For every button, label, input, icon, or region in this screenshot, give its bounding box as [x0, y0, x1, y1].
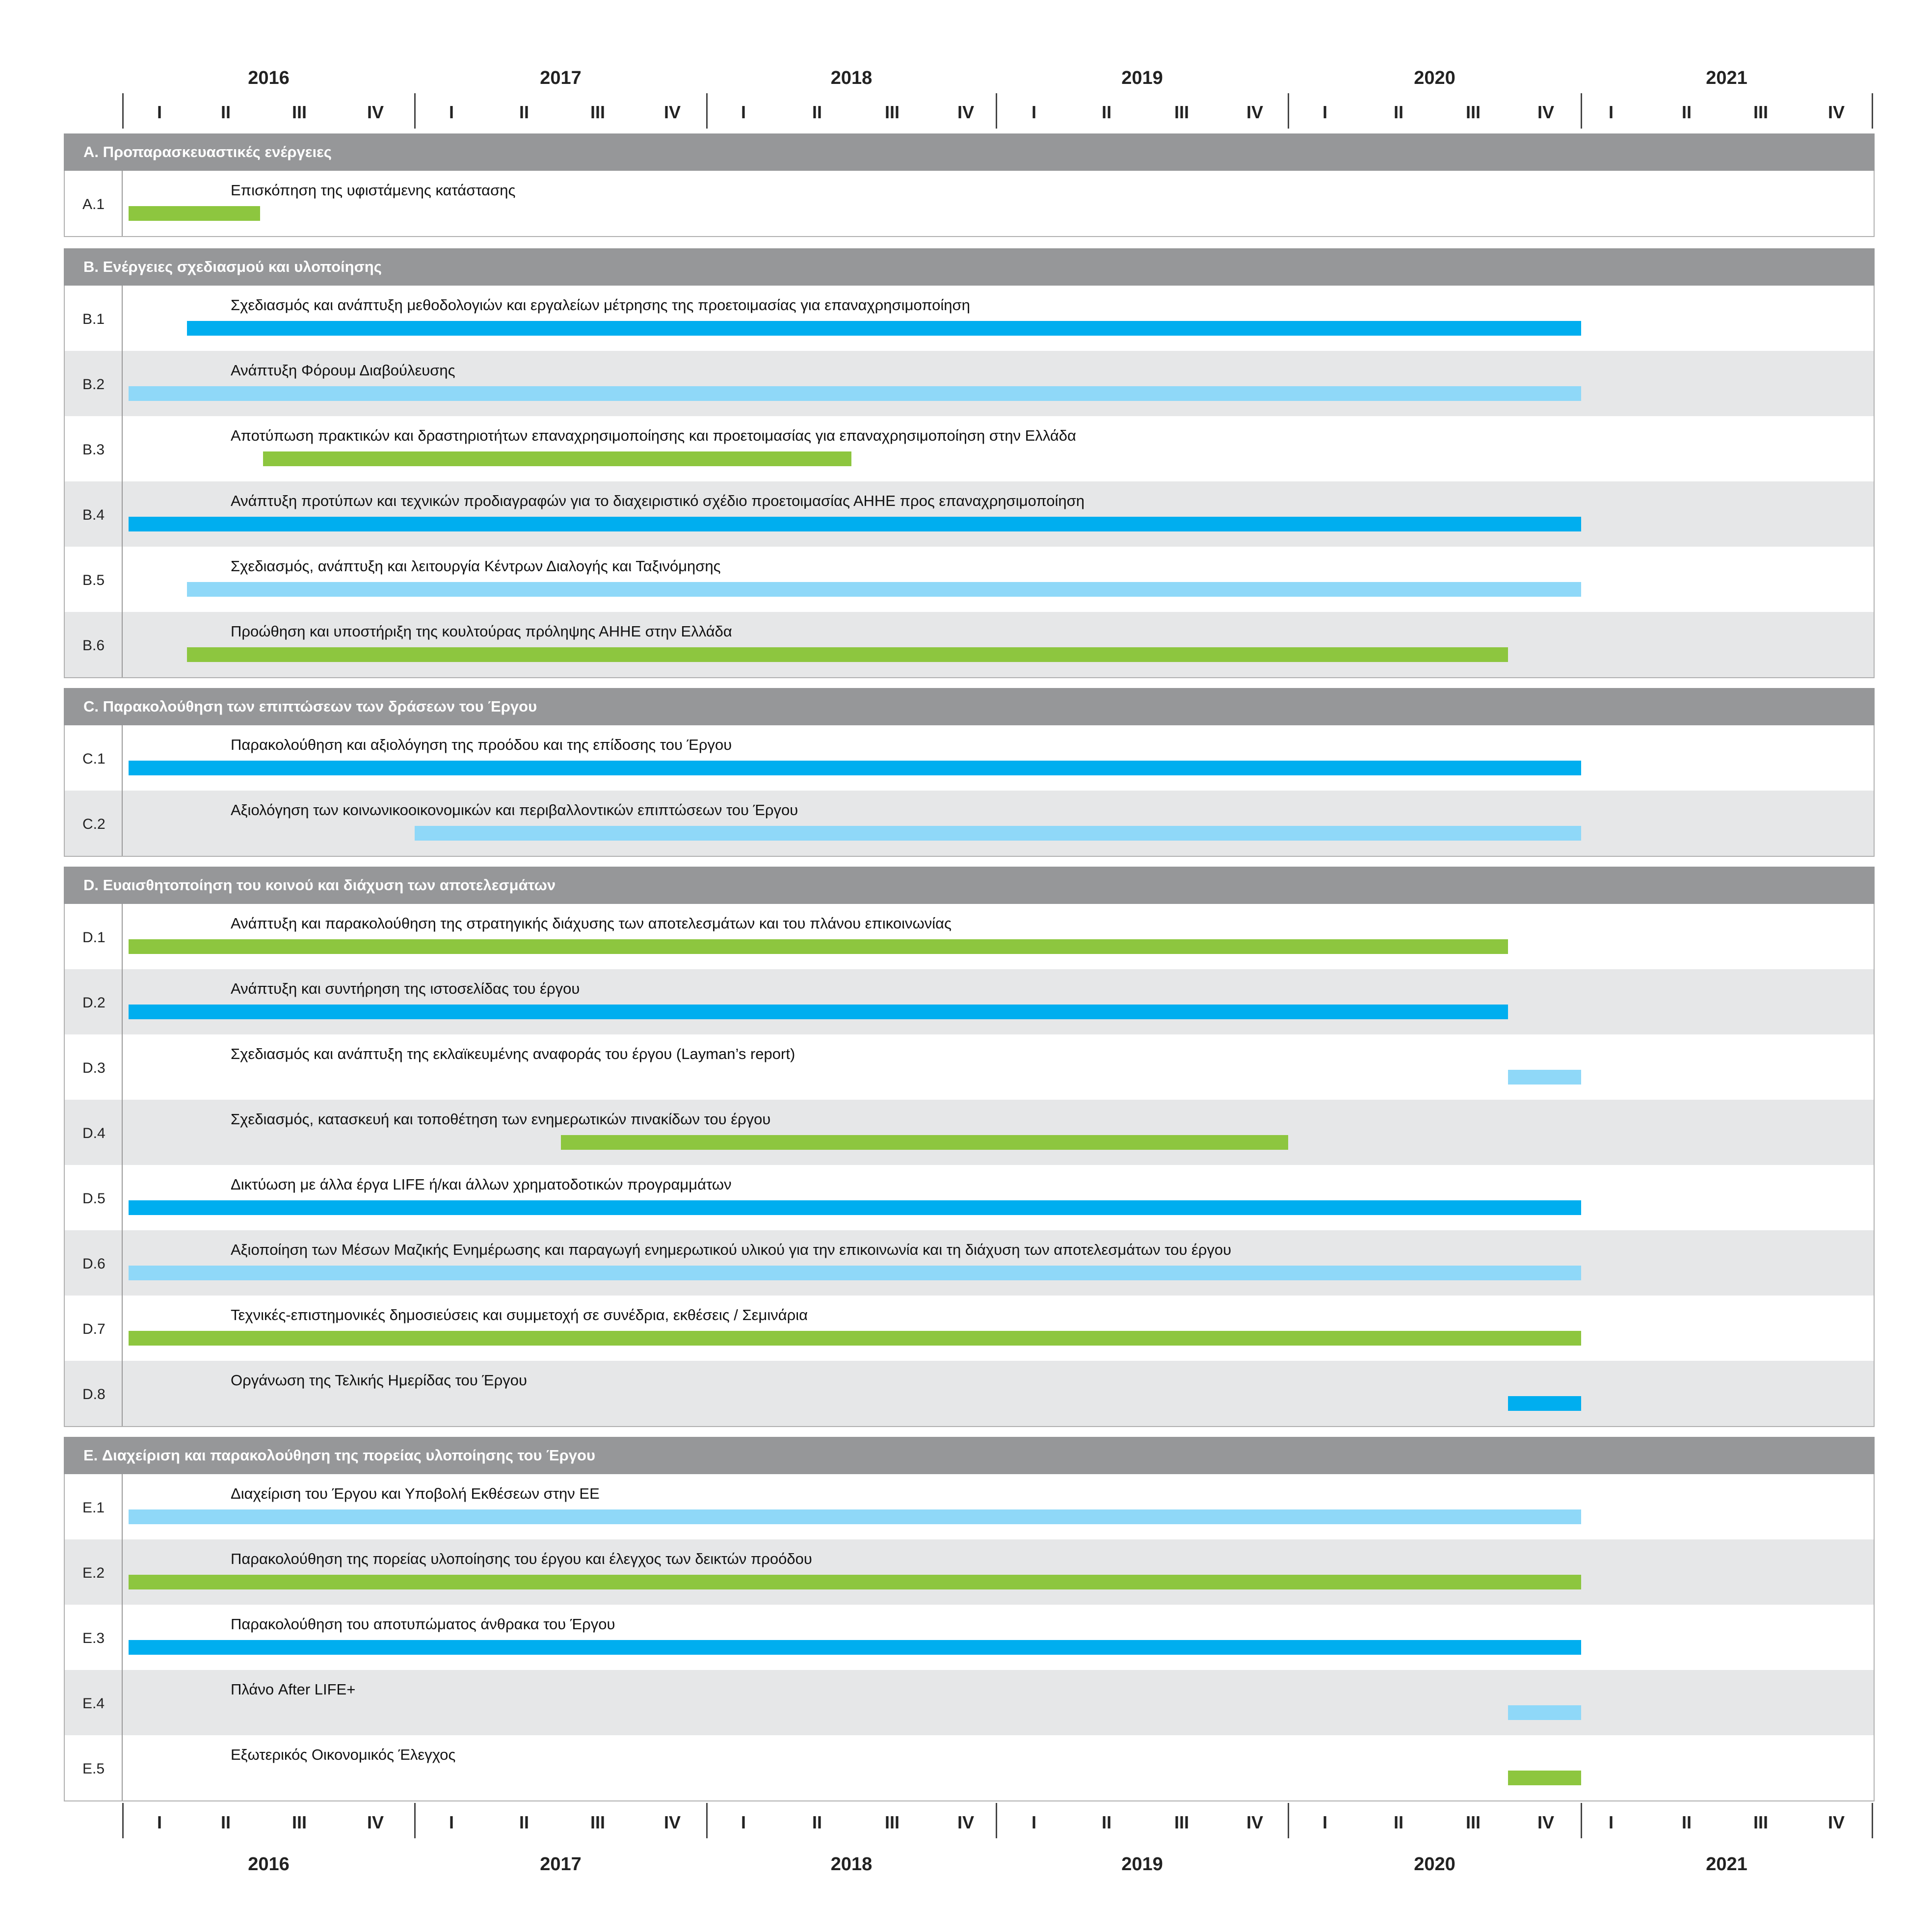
- bottom-axis-quarter-label: III: [884, 1812, 900, 1832]
- bottom-axis-quarter-label: I: [449, 1812, 454, 1832]
- task-bar: [129, 1575, 1581, 1589]
- task-row: [65, 1230, 1874, 1296]
- task-row: [65, 791, 1874, 856]
- task-row: [65, 1361, 1874, 1426]
- task-row: [65, 547, 1874, 612]
- top-axis-quarter-label: IV: [663, 102, 681, 122]
- top-axis-quarter-label: III: [884, 102, 900, 122]
- top-axis-year-label: 2016: [248, 68, 290, 88]
- top-axis-quarter-label: I: [1608, 102, 1614, 122]
- task-row: [65, 1034, 1874, 1100]
- task-bar: [187, 321, 1581, 336]
- section-header: B. Ενέργειες σχεδιασμού και υλοποίησης: [64, 248, 1875, 286]
- task-bar: [129, 1266, 1581, 1280]
- top-axis-year-label: 2019: [1121, 68, 1163, 88]
- bottom-axis-year-divider: [706, 1803, 708, 1838]
- top-axis-quarter-label: IV: [957, 102, 974, 122]
- task-id: D.3: [82, 1060, 106, 1076]
- top-axis-quarter-label: IV: [367, 102, 384, 122]
- task-label: Οργάνωση της Τελικής Ημερίδας του Έργου: [231, 1372, 527, 1389]
- task-label: Ανάπτυξη Φόρουμ Διαβούλευσης: [231, 362, 455, 379]
- top-axis-quarter-label: III: [1753, 102, 1768, 122]
- top-axis-quarter-label: IV: [1827, 102, 1845, 122]
- top-axis-year-label: 2018: [830, 68, 873, 88]
- section-header: A. Προπαρασκευαστικές ενέργειες: [64, 133, 1875, 171]
- task-label: Αξιοποίηση των Μέσων Μαζικής Ενημέρωσης και παραγωγή ενημερωτικού υλικού για την επικοινωνία και τη διάχυση των αποτελεσμάτων του έργου: [231, 1241, 1232, 1258]
- task-id: B.3: [82, 442, 105, 458]
- task-id: D.4: [82, 1125, 106, 1141]
- task-label: Ανάπτυξη προτύπων και τεχνικών προδιαγραφών για το διαχειριστικό σχέδιο προετοιμασίας ΑΗΗΕ προς επαναχρησιμοποίηση: [231, 492, 1085, 509]
- task-label: Αξιολόγηση των κοινωνικοοικονομικών και περιβαλλοντικών επιπτώσεων του Έργου: [231, 801, 798, 819]
- top-axis-year-divider: [1872, 93, 1873, 129]
- bottom-axis-year-divider: [996, 1803, 997, 1838]
- task-label: Αποτύπωση πρακτικών και δραστηριοτήτων επαναχρησιμοποίησης και προετοιμασίας για επαναχρησιμοποίηση στην Ελλάδα: [231, 427, 1076, 444]
- task-id: D.1: [82, 929, 106, 946]
- bottom-axis-quarter-label: I: [157, 1812, 162, 1832]
- task-label: Προώθηση και υποστήριξη της κουλτούρας πρόληψης ΑΗΗΕ στην Ελλάδα: [231, 623, 732, 640]
- section-header: D. Ευαισθητοποίηση του κοινού και διάχυση των αποτελεσμάτων: [64, 867, 1875, 904]
- top-axis-year-divider: [996, 93, 997, 129]
- bottom-axis-quarter-label: II: [1101, 1812, 1112, 1832]
- task-label: Ανάπτυξη και συντήρηση της ιστοσελίδας του έργου: [231, 980, 580, 997]
- task-label: Δικτύωση με άλλα έργα LIFE ή/και άλλων χρηματοδοτικών προγραμμάτων: [231, 1176, 732, 1193]
- task-label: Παρακολούθηση και αξιολόγηση της προόδου και της επίδοσης του Έργου: [231, 736, 732, 753]
- task-label: Σχεδιασμός και ανάπτυξη της εκλαϊκευμένης αναφοράς του έργου (Layman’s report): [231, 1045, 795, 1062]
- top-axis-year-divider: [414, 93, 416, 129]
- task-bar: [129, 1640, 1581, 1655]
- top-axis-quarter-label: III: [1174, 102, 1189, 122]
- bottom-axis-quarter-label: III: [291, 1812, 307, 1832]
- top-axis-quarter-label: IV: [1537, 102, 1554, 122]
- bottom-axis-year-label: 2017: [540, 1854, 582, 1875]
- task-label: Σχεδιασμός, κατασκευή και τοποθέτηση των ενημερωτικών πινακίδων του έργου: [231, 1111, 771, 1128]
- task-id: B.2: [82, 376, 105, 393]
- task-id: B.4: [82, 507, 105, 523]
- top-axis-quarter-label: I: [741, 102, 746, 122]
- top-axis-year-divider: [122, 93, 124, 129]
- bottom-axis-quarter-label: IV: [663, 1812, 681, 1832]
- task-row: [65, 481, 1874, 547]
- section-header: E. Διαχείριση και παρακολούθηση της πορείας υλοποίησης του Έργου: [64, 1437, 1875, 1474]
- task-label: Ανάπτυξη και παρακολούθηση της στρατηγικής διάχυσης των αποτελεσμάτων και του πλάνου επικοινωνίας: [231, 915, 952, 932]
- task-label: Παρακολούθηση της πορείας υλοποίησης του έργου και έλεγχος των δεικτών προόδου: [231, 1550, 812, 1567]
- task-row: [65, 1296, 1874, 1361]
- bottom-axis-year-divider: [1872, 1803, 1873, 1838]
- task-row: [65, 416, 1874, 481]
- bottom-axis-quarter-label: IV: [367, 1812, 384, 1832]
- task-label: Τεχνικές-επιστημονικές δημοσιεύσεις και συμμετοχή σε συνέδρια, εκθέσεις / Σεμινάρια: [231, 1306, 808, 1323]
- task-bar: [129, 206, 260, 221]
- task-id: E.1: [82, 1500, 105, 1516]
- task-id: B.6: [82, 637, 105, 654]
- task-label: Παρακολούθηση του αποτυπώματος άνθρακα του Έργου: [231, 1615, 615, 1633]
- task-bar: [129, 1005, 1508, 1019]
- top-axis-quarter-label: I: [1322, 102, 1327, 122]
- bottom-axis-year-label: 2021: [1706, 1854, 1747, 1875]
- bottom-axis-quarter-label: I: [1608, 1812, 1614, 1832]
- section-header: C. Παρακολούθηση των επιπτώσεων των δράσεων του Έργου: [64, 688, 1875, 725]
- task-id: E.5: [82, 1761, 105, 1777]
- task-bar: [187, 647, 1508, 662]
- task-id: C.2: [82, 816, 106, 832]
- task-bar: [129, 1509, 1581, 1524]
- task-bar: [129, 1331, 1581, 1346]
- bottom-axis-year-divider: [122, 1803, 124, 1838]
- task-id: E.2: [82, 1565, 105, 1581]
- task-label: Εξωτερικός Οικονομικός Έλεγχος: [231, 1746, 456, 1763]
- bottom-axis-quarter-label: IV: [1246, 1812, 1263, 1832]
- bottom-axis-quarter-label: I: [1322, 1812, 1327, 1832]
- task-id: B.1: [82, 311, 105, 327]
- bottom-axis-year-label: 2020: [1414, 1854, 1456, 1875]
- task-bar: [187, 582, 1581, 597]
- task-id: C.1: [82, 751, 106, 767]
- bottom-axis-quarter-label: I: [741, 1812, 746, 1832]
- top-axis-year-label: 2021: [1706, 68, 1747, 88]
- bottom-axis-year-divider: [1288, 1803, 1289, 1838]
- bottom-axis-year-label: 2019: [1121, 1854, 1163, 1875]
- task-id: D.5: [82, 1191, 106, 1207]
- task-row: [65, 725, 1874, 791]
- task-bar: [1508, 1771, 1581, 1785]
- bottom-axis-quarter-label: III: [1465, 1812, 1481, 1832]
- top-axis-quarter-label: II: [220, 102, 231, 122]
- bottom-axis-year-label: 2018: [830, 1854, 873, 1875]
- top-axis-year-divider: [706, 93, 708, 129]
- task-row: [65, 1539, 1874, 1605]
- bottom-axis-quarter-label: III: [590, 1812, 605, 1832]
- bottom-axis-quarter-label: IV: [1537, 1812, 1554, 1832]
- task-row: [65, 1100, 1874, 1165]
- bottom-axis-quarter-label: II: [812, 1812, 822, 1832]
- bottom-axis-quarter-label: IV: [957, 1812, 974, 1832]
- task-bar: [129, 939, 1508, 954]
- task-bar: [1508, 1070, 1581, 1085]
- task-label: Πλάνο After LIFE+: [231, 1681, 356, 1698]
- top-axis-quarter-label: I: [1031, 102, 1036, 122]
- top-axis-quarter-label: I: [157, 102, 162, 122]
- top-axis-quarter-label: II: [812, 102, 822, 122]
- task-id: B.5: [82, 572, 105, 588]
- bottom-axis-quarter-label: II: [1681, 1812, 1692, 1832]
- task-row: [65, 904, 1874, 969]
- task-label: Σχεδιασμός και ανάπτυξη μεθοδολογιών και εργαλείων μέτρησης της προετοιμασίας για επαναχρησιμοποίηση: [231, 296, 970, 314]
- top-axis-quarter-label: II: [519, 102, 529, 122]
- task-bar: [1508, 1705, 1581, 1720]
- task-label: Διαχείριση του Έργου και Υποβολή Εκθέσεων στην ΕΕ: [231, 1485, 600, 1502]
- bottom-axis-quarter-label: III: [1753, 1812, 1768, 1832]
- bottom-axis-quarter-label: II: [220, 1812, 231, 1832]
- task-id: E.3: [82, 1630, 105, 1646]
- task-id: E.4: [82, 1695, 105, 1712]
- top-axis-quarter-label: III: [291, 102, 307, 122]
- top-axis-year-label: 2020: [1414, 68, 1456, 88]
- top-axis-quarter-label: III: [590, 102, 605, 122]
- task-row: [65, 171, 1874, 236]
- task-bar: [129, 761, 1581, 775]
- task-row: [65, 1605, 1874, 1670]
- task-row: [65, 1670, 1874, 1735]
- top-axis-quarter-label: III: [1465, 102, 1481, 122]
- bottom-axis-quarter-label: IV: [1827, 1812, 1845, 1832]
- task-bar: [129, 386, 1581, 401]
- top-axis-year-divider: [1288, 93, 1289, 129]
- bottom-axis-quarter-label: I: [1031, 1812, 1036, 1832]
- task-bar: [415, 826, 1581, 841]
- task-bar: [129, 517, 1581, 531]
- task-bar: [561, 1135, 1289, 1150]
- top-axis-quarter-label: II: [1681, 102, 1692, 122]
- task-id: D.7: [82, 1321, 106, 1337]
- task-row: [65, 1474, 1874, 1539]
- task-row: [65, 1165, 1874, 1230]
- task-label: Επισκόπηση της υφιστάμενης κατάστασης: [231, 182, 516, 199]
- top-axis-year-label: 2017: [540, 68, 582, 88]
- task-row: [65, 612, 1874, 677]
- task-id: A.1: [82, 196, 105, 212]
- task-id: D.6: [82, 1256, 106, 1272]
- bottom-axis-year-label: 2016: [248, 1854, 290, 1875]
- task-bar: [1508, 1396, 1581, 1411]
- task-row: [65, 351, 1874, 416]
- task-bar: [129, 1200, 1581, 1215]
- top-axis-quarter-label: II: [1101, 102, 1112, 122]
- top-axis-quarter-label: I: [449, 102, 454, 122]
- task-id: D.8: [82, 1386, 106, 1403]
- bottom-axis-quarter-label: II: [519, 1812, 529, 1832]
- task-row: [65, 969, 1874, 1034]
- top-axis-quarter-label: II: [1393, 102, 1403, 122]
- task-row: [65, 286, 1874, 351]
- task-row: [65, 1735, 1874, 1800]
- task-id: D.2: [82, 995, 106, 1011]
- bottom-axis-year-divider: [414, 1803, 416, 1838]
- task-label: Σχεδιασμός, ανάπτυξη και λειτουργία Κέντρων Διαλογής και Ταξινόμησης: [231, 557, 721, 575]
- bottom-axis-quarter-label: II: [1393, 1812, 1403, 1832]
- task-bar: [263, 451, 851, 466]
- bottom-axis-quarter-label: III: [1174, 1812, 1189, 1832]
- top-axis-quarter-label: IV: [1246, 102, 1263, 122]
